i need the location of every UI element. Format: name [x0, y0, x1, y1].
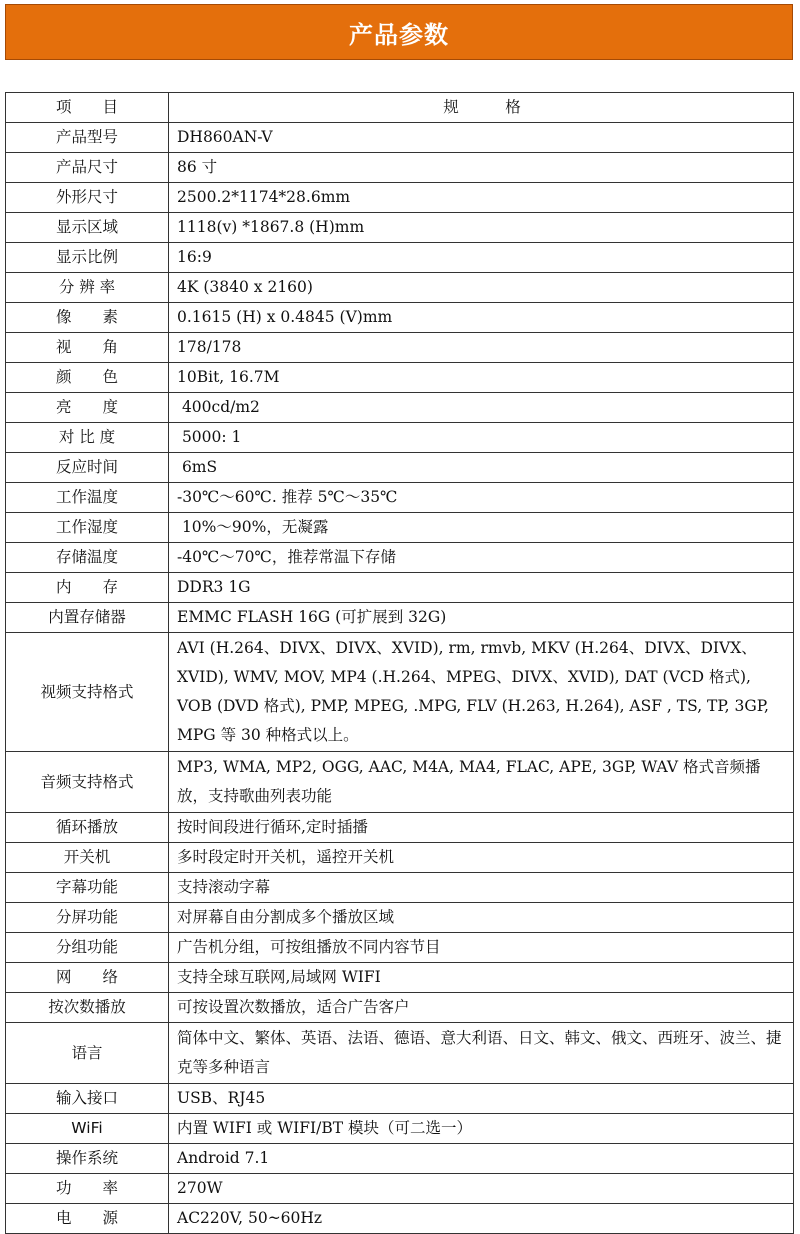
row-value: 广告机分组，可按组播放不同内容节目 — [169, 933, 794, 963]
table-row — [6, 843, 794, 873]
row-label: 工作湿度 — [6, 513, 169, 543]
table-row — [6, 243, 794, 273]
row-value: 支持全球互联网,局域网 WIFI — [169, 963, 794, 993]
row-label: 分组功能 — [6, 933, 169, 963]
row-label: 颜 色 — [6, 363, 169, 393]
title-banner — [5, 4, 793, 60]
table-row — [6, 752, 794, 813]
row-value: 0.1615 (H) x 0.4845 (V)mm — [169, 303, 794, 333]
row-label: 亮 度 — [6, 393, 169, 423]
table-row — [6, 573, 794, 603]
row-value: 270W — [169, 1174, 794, 1204]
table-row — [6, 423, 794, 453]
table-row — [6, 933, 794, 963]
row-value: 简体中文、繁体、英语、法语、德语、意大利语、日文、韩文、俄文、西班牙、波兰、捷克等多种语言 — [169, 1023, 794, 1084]
row-value: 可按设置次数播放，适合广告客户 — [169, 993, 794, 1023]
row-label: 内 存 — [6, 573, 169, 603]
row-label: 视 角 — [6, 333, 169, 363]
row-label: 按次数播放 — [6, 993, 169, 1023]
table-row — [6, 603, 794, 633]
row-value: USB、RJ45 — [169, 1084, 794, 1114]
row-label: 分 辨 率 — [6, 273, 169, 303]
row-label: 操作系统 — [6, 1144, 169, 1174]
row-label: 分屏功能 — [6, 903, 169, 933]
row-value: DDR3 1G — [169, 573, 794, 603]
table-row — [6, 873, 794, 903]
row-value: 178/178 — [169, 333, 794, 363]
table-row — [6, 903, 794, 933]
table-row — [6, 513, 794, 543]
row-value: Android 7.1 — [169, 1144, 794, 1174]
header-spec: 规 格 — [169, 93, 794, 123]
table-row — [6, 153, 794, 183]
row-value: -30℃～60℃. 推荐 5℃～35℃ — [169, 483, 794, 513]
row-value: 按时间段进行循环,定时插播 — [169, 813, 794, 843]
table-row — [6, 453, 794, 483]
row-value: 对屏幕自由分割成多个播放区域 — [169, 903, 794, 933]
table-row — [6, 483, 794, 513]
row-value: 10Bit, 16.7M — [169, 363, 794, 393]
table-row — [6, 1174, 794, 1204]
row-label: 输入接口 — [6, 1084, 169, 1114]
row-value: 支持滚动字幕 — [169, 873, 794, 903]
table-row — [6, 813, 794, 843]
row-value: MP3, WMA, MP2, OGG, AAC, M4A, MA4, FLAC, APE, 3GP, WAV 格式音频播放，支持歌曲列表功能 — [169, 752, 794, 813]
row-value: AC220V, 50~60Hz — [169, 1204, 794, 1234]
row-value: EMMC FLASH 16G (可扩展到 32G) — [169, 603, 794, 633]
spec-table — [5, 92, 794, 1234]
row-value: 400cd/m2 — [169, 393, 794, 423]
table-row — [6, 633, 794, 752]
row-label: 存储温度 — [6, 543, 169, 573]
table-row — [6, 543, 794, 573]
table-row — [6, 1114, 794, 1144]
table-row — [6, 1084, 794, 1114]
table-header-row — [6, 93, 794, 123]
row-label: 电 源 — [6, 1204, 169, 1234]
row-label: 语言 — [6, 1023, 169, 1084]
row-label: 网 络 — [6, 963, 169, 993]
table-row — [6, 183, 794, 213]
row-label: 循环播放 — [6, 813, 169, 843]
table-row — [6, 273, 794, 303]
row-label: 功 率 — [6, 1174, 169, 1204]
row-value: 5000: 1 — [169, 423, 794, 453]
row-label: 显示区域 — [6, 213, 169, 243]
row-label: 显示比例 — [6, 243, 169, 273]
row-value: 1118(v) *1867.8 (H)mm — [169, 213, 794, 243]
table-row — [6, 363, 794, 393]
row-label: 开关机 — [6, 843, 169, 873]
row-label: WiFi — [6, 1114, 169, 1144]
row-value: 6mS — [169, 453, 794, 483]
row-label: 工作温度 — [6, 483, 169, 513]
row-value: 2500.2*1174*28.6mm — [169, 183, 794, 213]
row-label: 对 比 度 — [6, 423, 169, 453]
table-row — [6, 303, 794, 333]
row-value: DH860AN-V — [169, 123, 794, 153]
row-label: 内置存储器 — [6, 603, 169, 633]
row-label: 产品尺寸 — [6, 153, 169, 183]
row-value: 10%～90%，无凝露 — [169, 513, 794, 543]
table-row — [6, 393, 794, 423]
table-row — [6, 963, 794, 993]
header-item: 项 目 — [6, 93, 169, 123]
row-label: 字幕功能 — [6, 873, 169, 903]
row-value: 内置 WIFI 或 WIFI/BT 模块（可二选一） — [169, 1114, 794, 1144]
row-value: 86 寸 — [169, 153, 794, 183]
row-label: 像 素 — [6, 303, 169, 333]
table-row — [6, 213, 794, 243]
table-row — [6, 333, 794, 363]
table-row — [6, 1023, 794, 1084]
table-row — [6, 993, 794, 1023]
row-label: 音频支持格式 — [6, 752, 169, 813]
row-value: AVI (H.264、DIVX、DIVX、XVID), rm, rmvb, MKV (H.264、DIVX、DIVX、XVID), WMV, MOV, MP4 (.H.264、MPEG、DIVX、XVID), DAT (VCD 格式), VOB (DVD 格式), PMP, MPEG, .MPG, FLV (H.263, H.264), ASF , TS, TP, 3GP, MPG 等 30 种格式以上。 — [169, 633, 794, 752]
row-label: 产品型号 — [6, 123, 169, 153]
row-value: 4K (3840 x 2160) — [169, 273, 794, 303]
table-row — [6, 1204, 794, 1234]
banner-title: 产品参数 — [349, 20, 449, 49]
row-value: 16:9 — [169, 243, 794, 273]
row-label: 反应时间 — [6, 453, 169, 483]
table-row — [6, 123, 794, 153]
table-row — [6, 1144, 794, 1174]
row-label: 外形尺寸 — [6, 183, 169, 213]
row-value: 多时段定时开关机，遥控开关机 — [169, 843, 794, 873]
row-label: 视频支持格式 — [6, 633, 169, 752]
row-value: -40℃～70℃，推荐常温下存储 — [169, 543, 794, 573]
